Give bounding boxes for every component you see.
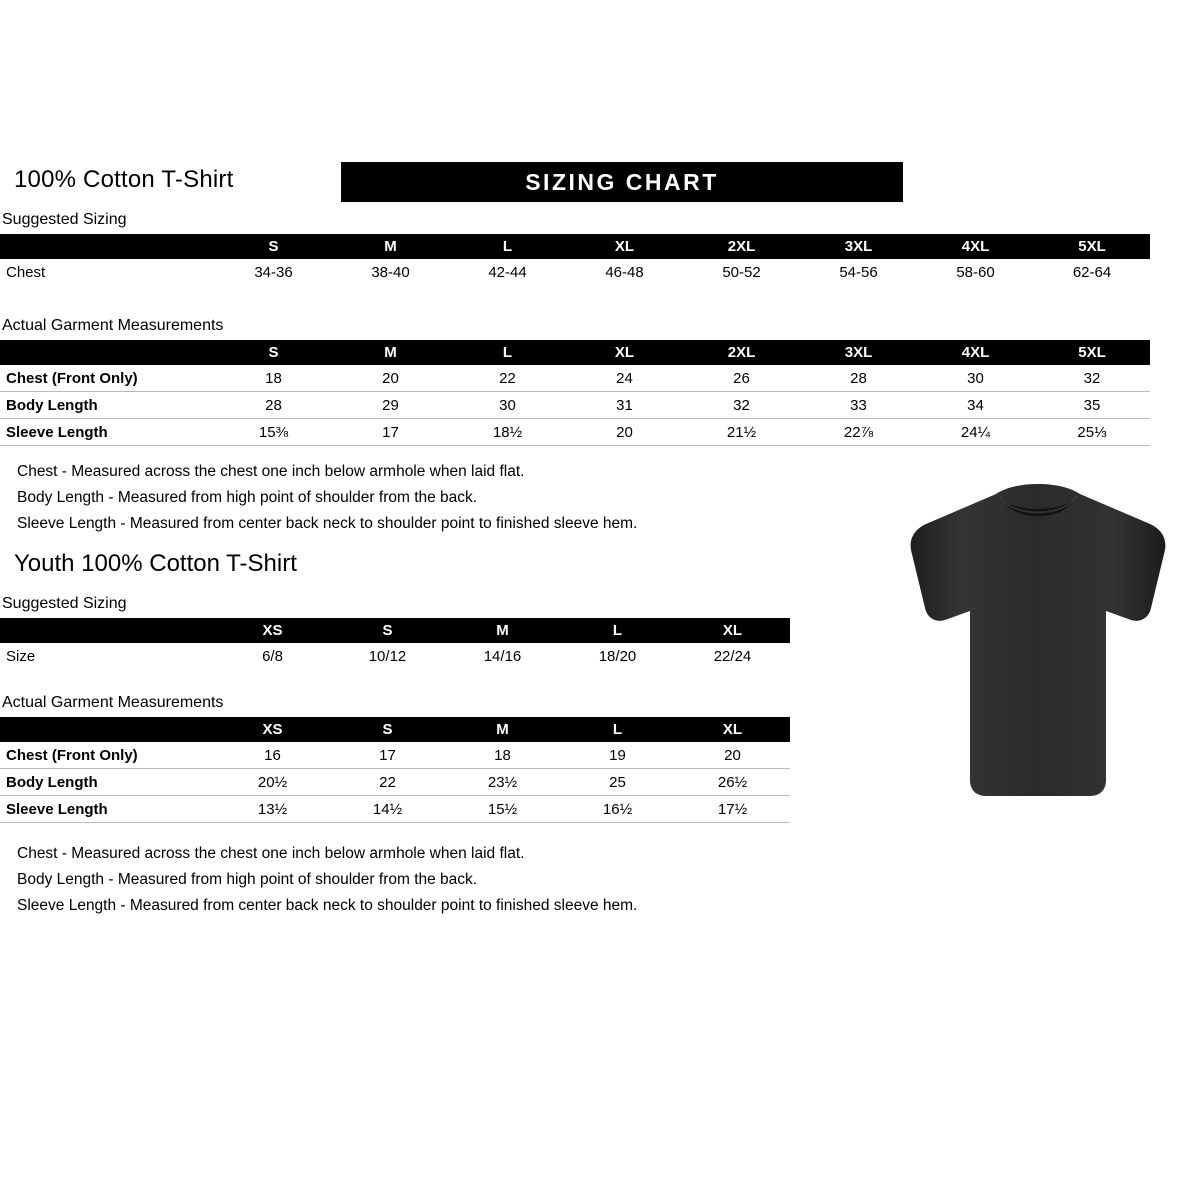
column-header: XS — [215, 618, 330, 643]
note-line: Chest - Measured across the chest one inch below armhole when laid flat. — [17, 463, 525, 480]
table-row — [0, 365, 1150, 392]
table-row — [0, 259, 1150, 285]
column-header: XL — [675, 618, 790, 643]
cell: 32 — [683, 392, 800, 419]
cell: 14/16 — [483, 647, 522, 665]
cell: 18/20 — [598, 647, 637, 665]
cell: 32 — [1034, 365, 1150, 392]
cell: 13½ — [215, 796, 330, 823]
cell: 30 — [449, 392, 566, 419]
cell: 20½ — [215, 769, 330, 796]
column-header: S — [215, 340, 332, 365]
cell: 35 — [1034, 392, 1150, 419]
column-header: M — [445, 618, 560, 643]
table-row — [0, 742, 790, 769]
cell: 18½ — [449, 419, 566, 446]
column-header: 4XL — [917, 340, 1034, 365]
note-line: Body Length - Measured from high point of shoulder from the back. — [17, 871, 478, 888]
column-header: S — [330, 717, 445, 742]
adult-actual-measurements-label: Actual Garment Measurements — [2, 317, 224, 334]
cell: 17 — [332, 419, 449, 446]
tshirt-illustration — [893, 480, 1183, 810]
adult-suggested-sizing-label: Suggested Sizing — [2, 211, 127, 228]
table-header-row — [0, 234, 1150, 259]
adult-measurement-notes — [17, 459, 637, 537]
column-header: XS — [215, 717, 330, 742]
row-label: Size — [6, 647, 36, 665]
cell: 34 — [917, 392, 1034, 419]
youth-measurement-notes — [17, 841, 637, 919]
adult-suggested-sizing-table — [0, 234, 1150, 285]
cell: 30 — [917, 365, 1034, 392]
cell: 29 — [332, 392, 449, 419]
cell: 15⅜ — [215, 419, 332, 446]
cell: 31 — [566, 392, 683, 419]
cell: 18 — [215, 365, 332, 392]
note-line: Sleeve Length - Measured from center back neck to shoulder point to finished sleeve hem. — [17, 515, 638, 532]
column-header: 2XL — [683, 340, 800, 365]
cell: 20 — [566, 419, 683, 446]
table-row — [0, 769, 790, 796]
column-header — [0, 234, 215, 259]
cell: 18 — [445, 742, 560, 769]
column-header: 3XL — [800, 234, 917, 259]
cell: 28 — [215, 392, 332, 419]
table-row — [0, 643, 790, 669]
table-row — [0, 419, 1150, 446]
cell: 17 — [330, 742, 445, 769]
column-header: L — [449, 234, 566, 259]
youth-suggested-sizing-label: Suggested Sizing — [2, 595, 127, 612]
cell: 6/8 — [262, 647, 283, 665]
row-label: Body Length — [0, 392, 215, 419]
cell: 22 — [330, 769, 445, 796]
cell: 25⅓ — [1034, 419, 1150, 446]
cell: 38-40 — [371, 263, 410, 281]
cell: 10/12 — [368, 647, 407, 665]
cell: 16½ — [560, 796, 675, 823]
column-header: XL — [566, 234, 683, 259]
table-row — [0, 796, 790, 823]
table-header-row — [0, 717, 790, 742]
cell: 34-36 — [254, 263, 293, 281]
column-header — [0, 340, 215, 365]
cell: 20 — [675, 742, 790, 769]
cell: 24 — [566, 365, 683, 392]
cell: 24¼ — [917, 419, 1034, 446]
cell: 16 — [215, 742, 330, 769]
youth-actual-measurements-label: Actual Garment Measurements — [2, 694, 224, 711]
youth-suggested-sizing-table — [0, 618, 790, 669]
youth-actual-measurements-table — [0, 717, 790, 823]
column-header: M — [445, 717, 560, 742]
note-line: Chest - Measured across the chest one inch below armhole when laid flat. — [17, 845, 525, 862]
row-label: Sleeve Length — [0, 796, 215, 823]
column-header: M — [332, 234, 449, 259]
column-header: S — [330, 618, 445, 643]
cell: 25 — [560, 769, 675, 796]
cell: 58-60 — [956, 263, 995, 281]
sizing-chart-banner-label: SIZING CHART — [525, 169, 719, 195]
youth-section-heading: Youth 100% Cotton T-Shirt — [14, 550, 297, 577]
row-label: Body Length — [0, 769, 215, 796]
column-header: XL — [675, 717, 790, 742]
cell: 17½ — [675, 796, 790, 823]
cell: 26½ — [675, 769, 790, 796]
table-header-row — [0, 340, 1150, 365]
cell: 23½ — [445, 769, 560, 796]
cell: 46-48 — [605, 263, 644, 281]
cell: 20 — [332, 365, 449, 392]
cell: 15½ — [445, 796, 560, 823]
cell: 26 — [683, 365, 800, 392]
column-header: 5XL — [1034, 234, 1150, 259]
cell: 21½ — [683, 419, 800, 446]
cell: 22⅞ — [800, 419, 917, 446]
cell: 22 — [449, 365, 566, 392]
cell: 14½ — [330, 796, 445, 823]
table-row — [0, 392, 1150, 419]
column-header: 3XL — [800, 340, 917, 365]
column-header — [0, 618, 215, 643]
column-header: L — [449, 340, 566, 365]
note-line: Body Length - Measured from high point of shoulder from the back. — [17, 489, 478, 506]
column-header: 5XL — [1034, 340, 1150, 365]
column-header: S — [215, 234, 332, 259]
cell: 33 — [800, 392, 917, 419]
column-header: M — [332, 340, 449, 365]
sizing-chart-banner — [341, 162, 903, 202]
cell: 19 — [560, 742, 675, 769]
adult-section-heading: 100% Cotton T-Shirt — [14, 166, 234, 193]
column-header: XL — [566, 340, 683, 365]
table-header-row — [0, 618, 790, 643]
cell: 22/24 — [713, 647, 752, 665]
row-label: Chest (Front Only) — [0, 365, 215, 392]
cell: 54-56 — [839, 263, 878, 281]
cell: 50-52 — [722, 263, 761, 281]
column-header: L — [560, 618, 675, 643]
cell: 62-64 — [1072, 263, 1112, 281]
row-label: Chest (Front Only) — [0, 742, 215, 769]
cell: 28 — [800, 365, 917, 392]
cell: 42-44 — [488, 263, 527, 281]
column-header: 2XL — [683, 234, 800, 259]
column-header — [0, 717, 215, 742]
row-label: Chest — [6, 263, 46, 281]
adult-actual-measurements-table — [0, 340, 1150, 446]
column-header: 4XL — [917, 234, 1034, 259]
note-line: Sleeve Length - Measured from center back neck to shoulder point to finished sleeve hem. — [17, 897, 638, 914]
row-label: Sleeve Length — [0, 419, 215, 446]
column-header: L — [560, 717, 675, 742]
